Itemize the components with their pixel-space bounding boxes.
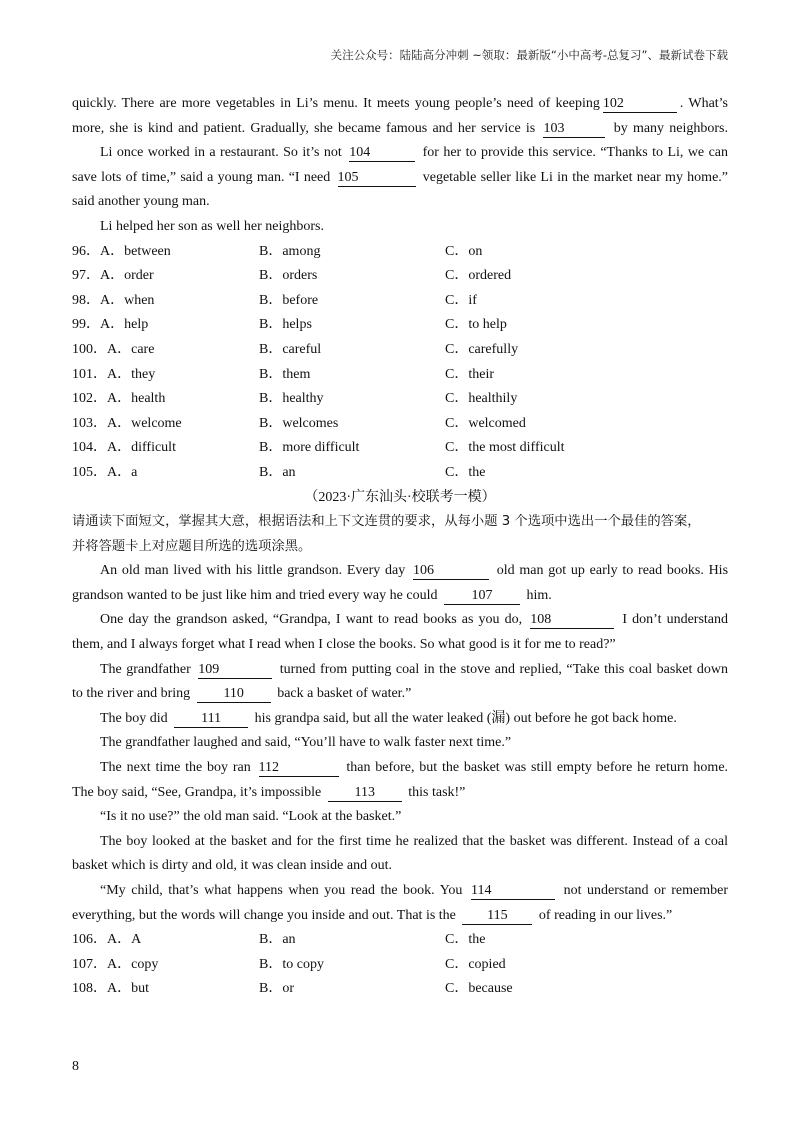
option-c: C．to help (445, 317, 507, 333)
option-c: C．on (445, 243, 483, 259)
option-a: 101．A．they (72, 366, 156, 382)
option-c: C．if (445, 292, 477, 308)
passage2-line: The boy did 111 his grandpa said, but all the water leaked (漏) out before he got back home. (100, 710, 677, 726)
option-row (72, 953, 728, 978)
option-a: 102．A．health (72, 391, 166, 407)
option-row (72, 387, 728, 412)
option-b: B．them (259, 366, 311, 382)
blank-115: 115 (462, 908, 532, 925)
option-row (72, 461, 728, 486)
page-number: 8 (72, 1059, 79, 1074)
option-c: C．welcomed (445, 415, 526, 431)
blank-114: 114 (471, 883, 555, 900)
source-citation: （2023·广东汕头·校联考一模） (304, 489, 496, 505)
option-row (72, 289, 728, 314)
passage2-line: One day the grandson asked, “Grandpa, I want to read books as you do, 108 I don’t understand (100, 612, 729, 628)
blank-105: 105 (338, 170, 416, 187)
option-a: 99．A．help (72, 317, 149, 333)
header-note: 关注公众号：陆陆高分冲刺 ~领取：最新版“小中高考-总复习”、最新试卷下载 (330, 48, 728, 62)
option-row (72, 264, 728, 289)
option-a: 97．A．order (72, 268, 154, 284)
passage2-line: The grandfather laughed and said, “You’ll have to walk faster next time.” (100, 735, 512, 751)
option-b: B．or (259, 981, 294, 997)
passage2-line: The next time the boy ran 112 than before, but the basket was still empty before he return home. (100, 760, 729, 776)
passage2-line: them, and I always forget what I read when I close the books. So what good is it for me to read?” (72, 637, 616, 653)
blank-110: 110 (197, 686, 271, 703)
option-b: B．an (259, 464, 296, 480)
passage1-line: save lots of time,” said a young man. “I need 105 vegetable seller like Li in the market near my home.” (72, 169, 729, 185)
option-c: C．the (445, 464, 486, 480)
option-c: C．copied (445, 956, 506, 972)
passage2-line: everything, but the words will change you inside and out. That is the 115 of reading in our lives.” (72, 907, 673, 923)
blank-113: 113 (328, 785, 402, 802)
option-a: 107．A．copy (72, 956, 159, 972)
blank-103: 103 (543, 121, 605, 138)
passage2-line: The boy looked at the basket and for the first time he realized that the basket was different. Instead of a coal (100, 833, 728, 849)
option-c: C．healthily (445, 391, 518, 407)
options-group-1 (72, 240, 728, 486)
option-b: B．more difficult (259, 440, 360, 456)
blank-111: 111 (174, 711, 248, 728)
option-b: B．before (259, 292, 319, 308)
option-b: B．welcomes (259, 415, 339, 431)
option-row (72, 412, 728, 437)
blank-107: 107 (444, 588, 520, 605)
option-c: C．carefully (445, 341, 519, 357)
passage2-line: grandson wanted to be just like him and tried every way he could 107 him. (72, 587, 552, 603)
option-b: B．orders (259, 268, 318, 284)
blank-106: 106 (413, 563, 489, 580)
passage2-line: The grandfather 109 turned from putting coal in the stove and replied, “Take this coal basket down (100, 661, 728, 677)
passage2-line: to the river and bring 110 back a basket of water.” (72, 686, 412, 702)
option-b: B．healthy (259, 391, 324, 407)
option-a: 105．A．a (72, 464, 138, 480)
option-row (72, 436, 728, 461)
option-row (72, 240, 728, 265)
option-row (72, 928, 728, 953)
document-body (72, 92, 728, 1002)
option-a: 96．A．between (72, 243, 171, 259)
blank-102: 102 (603, 96, 677, 113)
option-c: C．ordered (445, 268, 512, 284)
instructions-line: 请通读下面短文，掌握其大意，根据语法和上下文连贯的要求，从每小题 3 个选项中选出一个最佳的答案， (72, 514, 701, 530)
passage1-line: quickly. There are more vegetables in Li’s menu. It meets young people’s need of keeping 102 . What’s (72, 96, 729, 111)
passage2-line: basket which is dirty and old, it was clean inside and out. (72, 858, 392, 874)
option-row (72, 313, 728, 338)
option-c: C．their (445, 366, 494, 382)
option-a: 108．A．but (72, 981, 149, 997)
blank-104: 104 (349, 145, 415, 162)
passage1-line: Li helped her son as well her neighbors. (100, 218, 324, 234)
option-c: C．because (445, 981, 513, 997)
option-row (72, 338, 728, 363)
passage2-line: “Is it no use?” the old man said. “Look at the basket.” (100, 809, 402, 825)
passage1-line: more, she is kind and patient. Gradually, she became famous and her service is 103 by many neighbors. (72, 120, 728, 136)
option-c: C．the (445, 932, 486, 948)
option-b: B．helps (259, 317, 312, 333)
option-row (72, 363, 728, 388)
option-b: B．among (259, 243, 321, 259)
option-a: 100．A．care (72, 341, 155, 357)
option-c: C．the most difficult (445, 440, 565, 456)
passage2-line: “My child, that’s what happens when you read the book. You 114 not understand or remember (100, 883, 729, 898)
option-a: 98．A．when (72, 292, 155, 308)
option-a: 104．A．difficult (72, 440, 176, 456)
blank-109: 109 (198, 662, 272, 679)
instructions-line: 并将答题卡上对应题目所选的选项涂黑。 (72, 538, 312, 554)
option-a: 106．A．A (72, 932, 142, 948)
option-b: B．careful (259, 341, 322, 357)
passage2-line: An old man lived with his little grandson. Every day 106 old man got up early to read books. His (100, 563, 729, 579)
blank-112: 112 (259, 760, 339, 777)
blank-108: 108 (530, 612, 614, 629)
option-a: 103．A．welcome (72, 415, 182, 431)
passage1-line: Li once worked in a restaurant. So it’s not 104 for her to provide this service. “Thanks to Li, we can (100, 145, 728, 161)
options-group-2 (72, 928, 728, 1002)
passage1-line: said another young man. (72, 194, 210, 210)
option-b: B．an (259, 932, 296, 948)
passage2-line: The boy said, “See, Grandpa, it’s impossible 113 this task!” (72, 784, 466, 800)
option-b: B．to copy (259, 956, 324, 972)
option-row (72, 977, 728, 1002)
